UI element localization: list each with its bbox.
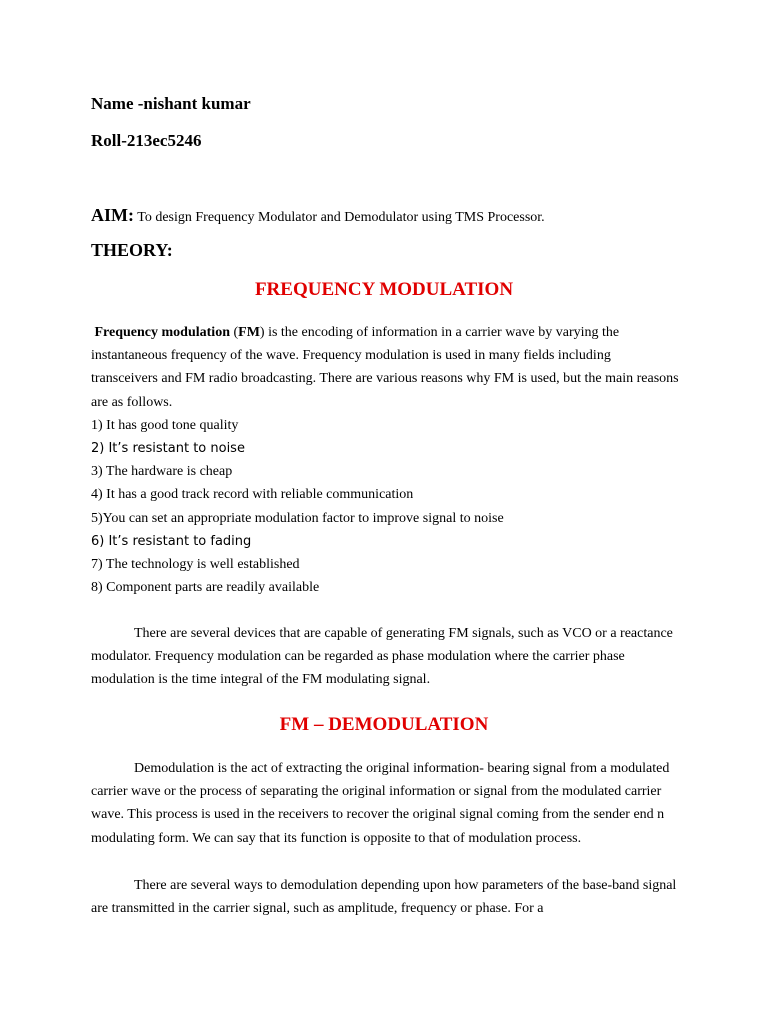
fm-heading: FREQUENCY MODULATION bbox=[254, 279, 514, 300]
list-item: 5)You can set an appropriate modulation factor to improve signal to noise bbox=[91, 510, 504, 526]
fm-abbr: FM bbox=[238, 325, 260, 340]
aim-text: To design Frequency Modulator and Demodulator using TMS Processor. bbox=[134, 210, 545, 225]
list-item: 7) The technology is well established bbox=[91, 557, 300, 573]
demod-heading: FM – DEMODULATION bbox=[279, 714, 489, 735]
student-name: Name -nishant kumar bbox=[91, 94, 251, 113]
demod-paragraph-2: There are several ways to demodulation depending upon how parameters of the base-band signal are transmitted in the carrier signal, such as amplitude, frequency or phase. For a bbox=[91, 878, 677, 917]
roll-number: Roll-213ec5246 bbox=[91, 131, 202, 150]
list-item: 1) It has good tone quality bbox=[91, 417, 239, 433]
aim-label: AIM: bbox=[91, 205, 134, 225]
list-item: 3) The hardware is cheap bbox=[91, 464, 233, 480]
fm-devices-paragraph: There are several devices that are capable of generating FM signals, such as VCO or a reactance modulator. Frequency modulation can be regarded as phase modulation where the carrier phase modulation is the time integral of the FM modulating signal. bbox=[91, 626, 673, 688]
list-item: 4) It has a good track record with reliable communication bbox=[91, 487, 414, 503]
list-item: 6) It’s resistant to fading bbox=[91, 533, 252, 549]
fm-term: Frequency modulation bbox=[94, 325, 230, 340]
fm-intro-text: ) is the encoding of information in a carrier wave by varying the instantaneous frequency of the wave. Frequency modulation is used in many fields including transceivers and FM radio broadcasting. There are various reasons why FM is used, but the main reasons are as follows. bbox=[91, 325, 679, 410]
list-item: 2) It’s resistant to noise bbox=[91, 441, 245, 457]
fm-intro-paragraph: Frequency modulation (FM) is the encoding of information in a carrier wave by varying the instantaneous frequency of the wave. Frequency modulation is used in many fields including transceivers and FM radio broadcasting. There are various reasons why FM is used, but the main reasons are as follows. 1) It has good tone quality 2) It’s resistant to noise 3) The hardware is cheap 4) It has a good track record with reliable communication 5)You can set an appropriate modulation factor to improve signal to noise 6) It’s resistant to fading 7) The technology is well established 8) Component parts are readily available bbox=[91, 321, 681, 599]
fm-reasons-list bbox=[91, 414, 681, 600]
demod-paragraph-1: Demodulation is the act of extracting the original information- bearing signal from a modulated carrier wave or the process of separating the original information or signal from the modulated carrier wave. This process is used in the receivers to recover the original signal coming from the sender end n modulating form. We can say that its function is opposite to that of modulation process. bbox=[91, 761, 670, 846]
list-item: 8) Component parts are readily available bbox=[91, 580, 320, 596]
aim-line bbox=[91, 205, 545, 226]
theory-label: THEORY: bbox=[91, 240, 173, 260]
